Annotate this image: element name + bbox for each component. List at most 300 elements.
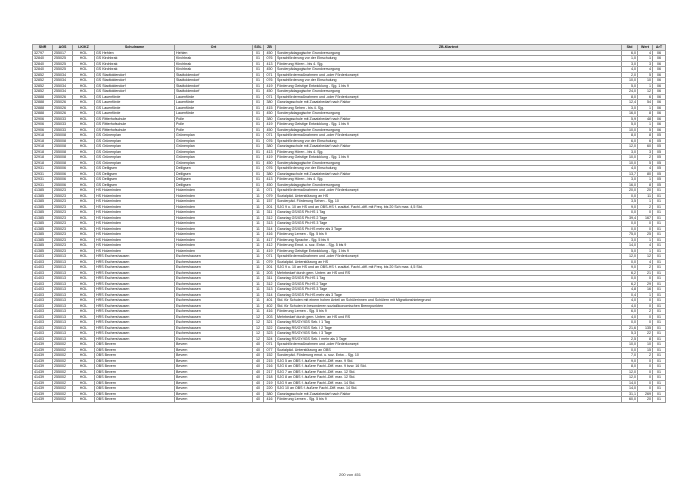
table-cell: 06 xyxy=(653,122,666,128)
table-cell: 01 xyxy=(653,210,666,216)
table-cell: HOL xyxy=(73,111,95,117)
table-cell: Bevern xyxy=(175,375,253,381)
table-cell: 01 xyxy=(653,292,666,298)
table-cell: 01 xyxy=(653,221,666,227)
table-cell: 20 xyxy=(638,397,653,403)
table-cell: 12,0 xyxy=(622,254,638,260)
table-cell: 13,7 xyxy=(622,171,638,177)
table-cell: 10,0 xyxy=(622,127,638,133)
table-cell: 4 xyxy=(638,259,653,265)
table-cell: 0 xyxy=(638,375,653,381)
table-cell: Bevern xyxy=(175,347,253,353)
table-cell: 8,0 xyxy=(622,133,638,139)
table-cell: 6 xyxy=(638,94,653,100)
table-cell: Förderung Hören - bis 4. Sjg. xyxy=(276,149,622,155)
table-cell: 4,0 xyxy=(622,166,638,172)
table-cell: 01 xyxy=(253,89,264,95)
column-header: ZB xyxy=(264,45,276,51)
table-cell: 4,0 xyxy=(622,298,638,304)
table-cell: 269 xyxy=(638,391,653,397)
table-cell: HOL xyxy=(73,100,95,106)
table-cell: 01 xyxy=(253,155,264,161)
table-cell: 05 xyxy=(653,171,666,177)
table-cell: Ganztag GS/IGS Pb.HS 2 Tage xyxy=(276,215,622,221)
table-cell: 41403 xyxy=(33,314,53,320)
table-cell: 10,0 xyxy=(622,78,638,84)
table-cell: 255013 xyxy=(53,265,73,271)
table-cell: Sonderpädagogische Grundversorgung xyxy=(276,89,622,95)
table-cell: HOL xyxy=(73,325,95,331)
table-cell: 41385 xyxy=(33,215,53,221)
table-cell: 41403 xyxy=(33,259,53,265)
table-cell: SJG 9 u. 10 an HS und an OBS-HS f. zusätzl. Fachl.-diff. mit Freq. bis 20 Sch max. 4,5 Std. xyxy=(276,265,622,271)
table-cell: 255034 xyxy=(53,83,73,89)
table-cell: GS Lauenförde xyxy=(95,105,175,111)
table-cell: Sprachförderung vor der Einschulung xyxy=(276,138,622,144)
table-cell: 5,0 xyxy=(622,83,638,89)
table-cell: 2,0 xyxy=(622,72,638,78)
table-cell: 3,0 xyxy=(622,105,638,111)
table-cell: 3,0 xyxy=(622,237,638,243)
column-header: LK/KZ xyxy=(73,45,95,51)
table-cell: GS Grünenplan xyxy=(95,144,175,150)
table-cell: Stadtoldendorf xyxy=(175,83,253,89)
table-cell: GS Ritterhofschule xyxy=(95,116,175,122)
table-cell: Sprachfördermaßnahmen und -oder Förderkonzept xyxy=(276,133,622,139)
table-cell: 255013 xyxy=(53,320,73,326)
table-cell: Ganztag RS/GY/IGS Sek. I 1 Tag xyxy=(276,320,622,326)
table-cell: Grünenplan xyxy=(175,149,253,155)
table-cell: Polle xyxy=(175,122,253,128)
table-cell: 48 xyxy=(638,116,653,122)
table-cell: Delligsen xyxy=(175,177,253,183)
table-cell: 255013 xyxy=(53,292,73,298)
table-cell: Lauenförde xyxy=(175,111,253,117)
table-cell: Holzminden xyxy=(175,199,253,205)
table-cell: 255023 xyxy=(53,226,73,232)
table-cell: 255023 xyxy=(53,199,73,205)
table-cell: Delligsen xyxy=(175,166,253,172)
table-cell: 12,4 xyxy=(622,100,638,106)
table-cell: 152 xyxy=(264,353,276,359)
table-cell: 01 xyxy=(253,78,264,84)
table-cell: 255013 xyxy=(53,336,73,342)
table-cell: 41385 xyxy=(33,210,53,216)
table-cell: Polle xyxy=(175,127,253,133)
table-cell: 01 xyxy=(253,149,264,155)
table-cell: 3,0 xyxy=(622,61,638,67)
table-cell: 32918 xyxy=(33,160,53,166)
table-cell: Sprachfördermaßnahmen und -oder Förderkonzept xyxy=(276,188,622,194)
table-cell: 380 xyxy=(264,171,276,177)
table-cell: 5 xyxy=(638,160,653,166)
table-cell: 217 xyxy=(264,369,276,375)
table-cell: 215 xyxy=(264,358,276,364)
table-cell: HS Holzminden xyxy=(95,248,175,254)
table-cell: SJG 9 u. 10 an HS und an OBS-HS f. zusätzl. Fachl.-diff. mit Freq. bis 20 Sch max. 4,5 Std. xyxy=(276,204,622,210)
table-cell: 41385 xyxy=(33,237,53,243)
table-cell: HOL xyxy=(73,116,95,122)
table-cell: 11 xyxy=(253,232,264,238)
table-cell: Std. für Schulen mit einem hohen Anteil an Schülerinnen und Schülern mit Migrationshintergrund xyxy=(276,298,622,304)
table-cell: OBS Bevern xyxy=(95,391,175,397)
table-cell: GS Ritterhofschule xyxy=(95,127,175,133)
table-cell: 40 xyxy=(253,391,264,397)
table-cell: 12 xyxy=(253,331,264,337)
table-cell: 06 xyxy=(653,72,666,78)
table-cell: Ganztag GS/IGS Pb.HS 3 Tage xyxy=(276,221,622,227)
table-cell: 54 xyxy=(638,100,653,106)
table-cell: 12,0 xyxy=(622,144,638,150)
table-cell: Eschershausen xyxy=(175,325,253,331)
table-cell: 01 xyxy=(253,144,264,150)
table-cell: 01 xyxy=(253,177,264,183)
table-cell: Eschershausen xyxy=(175,254,253,260)
table-cell: 41439 xyxy=(33,397,53,403)
table-cell: 01 xyxy=(253,166,264,172)
table-cell: 071 xyxy=(264,133,276,139)
table-cell: 41385 xyxy=(33,204,53,210)
table-cell: 41385 xyxy=(33,243,53,249)
table-cell: 41439 xyxy=(33,347,53,353)
table-cell: 40 xyxy=(253,347,264,353)
table-cell: 11 xyxy=(253,188,264,194)
table-cell: 220 xyxy=(264,386,276,392)
table-cell: 5,9 xyxy=(622,116,638,122)
table-cell: Bevern xyxy=(175,369,253,375)
table-cell: HOL xyxy=(73,105,95,111)
table-cell: HOL xyxy=(73,193,95,199)
table-cell: 380 xyxy=(264,391,276,397)
table-cell: 0 xyxy=(638,369,653,375)
table-cell: Eschershausen xyxy=(175,281,253,287)
table-cell: Lauenförde xyxy=(175,94,253,100)
table-cell: Eschershausen xyxy=(175,270,253,276)
table-cell: HRS Eschershausen xyxy=(95,320,175,326)
table-cell: Bevern xyxy=(175,391,253,397)
table-cell: Ganztag GS/IGS Pb.HS 2 Tage xyxy=(276,281,622,287)
table-cell: 419 xyxy=(264,155,276,161)
table-cell: SJG 7 an OBS f. äußere Fachl.-Diff. max. 12 Std. xyxy=(276,369,622,375)
table-cell: HOL xyxy=(73,160,95,166)
table-cell: Förderung Hören - bis 4. Sjg. xyxy=(276,177,622,183)
table-cell: 01 xyxy=(253,127,264,133)
table-cell: Sprachfördermaßnahmen und -oder Förderkonzept xyxy=(276,342,622,348)
table-cell: 0 xyxy=(638,210,653,216)
table-cell: 11 xyxy=(638,193,653,199)
table-cell: 255008 xyxy=(53,149,73,155)
table-cell: 01 xyxy=(653,199,666,205)
table-cell: 32931 xyxy=(33,182,53,188)
table-cell: 05 xyxy=(653,177,666,183)
table-cell: 312 xyxy=(264,215,276,221)
table-cell: HRS Eschershausen xyxy=(95,292,175,298)
table-cell: SJG 10 an OBS f. äußere Fachl.-Diff. max. 14 Std. xyxy=(276,386,622,392)
table-cell: 32852 xyxy=(33,78,53,84)
table-cell: OBS Bevern xyxy=(95,369,175,375)
table-cell: 6 xyxy=(638,138,653,144)
table-cell: Delligsen xyxy=(175,182,253,188)
table-cell: HOL xyxy=(73,259,95,265)
table-cell: 2,5 xyxy=(622,336,638,342)
table-cell: 12 xyxy=(638,89,653,95)
table-cell: Kirchbrak xyxy=(175,67,253,73)
table-cell: Bevern xyxy=(175,342,253,348)
table-cell: 416 xyxy=(264,397,276,403)
table-cell: 255002 xyxy=(53,353,73,359)
table-cell: 450 xyxy=(264,111,276,117)
table-cell: Bevern xyxy=(175,364,253,370)
table-cell: Holzminden xyxy=(175,193,253,199)
table-cell: 255025 xyxy=(53,61,73,67)
table-cell: 6,2 xyxy=(622,281,638,287)
table-cell: HS Holzminden xyxy=(95,199,175,205)
table-cell: 14,0 xyxy=(622,243,638,249)
table-cell: HRS Eschershausen xyxy=(95,270,175,276)
table-cell: 402 xyxy=(264,303,276,309)
table-cell: 01 xyxy=(653,248,666,254)
table-cell: 3 xyxy=(638,149,653,155)
column-header: Std xyxy=(622,45,638,51)
table-cell: 450 xyxy=(264,160,276,166)
table-cell: 05 xyxy=(653,138,666,144)
table-cell: 255033 xyxy=(53,116,73,122)
table-cell: HOL xyxy=(73,177,95,183)
table-cell: HOL xyxy=(73,347,95,353)
table-cell: 41385 xyxy=(33,232,53,238)
table-cell: 01 xyxy=(653,259,666,265)
table-cell: 079 xyxy=(264,259,276,265)
table-cell: 11 xyxy=(253,259,264,265)
table-cell: 5,0 xyxy=(622,248,638,254)
table-cell: 32852 xyxy=(33,89,53,95)
table-cell: Stadtoldendorf xyxy=(175,78,253,84)
table-cell: 06 xyxy=(653,67,666,73)
table-cell: 201 xyxy=(264,204,276,210)
table-cell: 11 xyxy=(253,287,264,293)
table-cell: 314 xyxy=(264,292,276,298)
table-cell: 255002 xyxy=(53,364,73,370)
table-cell: 11 xyxy=(253,281,264,287)
table-cell: 255013 xyxy=(53,270,73,276)
allocation-table-container xyxy=(32,44,665,403)
table-cell: Holzminden xyxy=(175,215,253,221)
table-cell: 41403 xyxy=(33,287,53,293)
table-cell: 01 xyxy=(253,56,264,62)
table-cell: 4 xyxy=(638,166,653,172)
table-cell: 8 xyxy=(638,133,653,139)
table-cell: HOL xyxy=(73,138,95,144)
table-cell: 41439 xyxy=(33,364,53,370)
table-cell: 255013 xyxy=(53,254,73,260)
table-cell: HOL xyxy=(73,397,95,403)
table-cell: HS Holzminden xyxy=(95,204,175,210)
table-cell: Ganztag RS/GY/IGS Sek. I mehr als 3 Tage xyxy=(276,336,622,342)
table-cell: Förderung Geistige Entwicklung - Sjg. 1 bis 9 xyxy=(276,155,622,161)
table-cell: 0 xyxy=(638,358,653,364)
table-cell: 40 xyxy=(253,386,264,392)
table-cell: Eschershausen xyxy=(175,292,253,298)
table-cell: 01 xyxy=(653,325,666,331)
table-cell: Holzminden xyxy=(175,248,253,254)
table-cell: Grünenplan xyxy=(175,138,253,144)
table-cell: Bevern xyxy=(175,397,253,403)
table-cell: 16,0 xyxy=(622,182,638,188)
table-cell: 01 xyxy=(653,298,666,304)
table-cell: 4,0 xyxy=(622,67,638,73)
table-cell: SJG 9 an OBS f. äußere Fachl.-Diff. max. 14 Std. xyxy=(276,380,622,386)
table-cell: 255006 xyxy=(53,177,73,183)
table-cell: 255006 xyxy=(53,182,73,188)
table-cell: 076 xyxy=(264,138,276,144)
table-cell: 01 xyxy=(653,254,666,260)
table-cell: Ganztagsschule mit Zusatzbedarf nach Faktor xyxy=(276,116,622,122)
table-cell: 450 xyxy=(264,67,276,73)
table-cell: 255006 xyxy=(53,166,73,172)
table-cell: HOL xyxy=(73,122,95,128)
table-cell: Sonderpädagogische Grundversorgung xyxy=(276,67,622,73)
table-cell: Bevern xyxy=(175,353,253,359)
table-cell: GS Stadtoldendorf xyxy=(95,72,175,78)
table-cell: 1,0 xyxy=(622,56,638,62)
table-cell: GS Kirchbrak xyxy=(95,61,175,67)
table-cell: 06 xyxy=(653,111,666,117)
table-cell: 12 xyxy=(253,325,264,331)
table-cell: Förderung Geistige Entwicklung - Sjg. 1 bis 9 xyxy=(276,248,622,254)
table-cell: 41385 xyxy=(33,193,53,199)
table-cell: 11 xyxy=(253,226,264,232)
table-cell: GS Grünenplan xyxy=(95,160,175,166)
table-cell: 4,8 xyxy=(622,287,638,293)
table-cell: HOL xyxy=(73,144,95,150)
table-cell: HOL xyxy=(73,336,95,342)
table-cell: 40 xyxy=(253,342,264,348)
table-cell: 255034 xyxy=(53,72,73,78)
table-cell: GS Hehlen xyxy=(95,50,175,56)
table-cell: HS Holzminden xyxy=(95,226,175,232)
table-cell: 401 xyxy=(264,298,276,304)
table-cell: 419 xyxy=(264,122,276,128)
table-cell: 05 xyxy=(653,182,666,188)
table-cell: Ganztag GS/IGS Pb.HS mehr als 3 Tage xyxy=(276,226,622,232)
table-cell: Lauenförde xyxy=(175,105,253,111)
table-cell: 01 xyxy=(253,171,264,177)
table-cell: 1 xyxy=(638,248,653,254)
table-cell: HOL xyxy=(73,331,95,337)
table-cell: GS Lauenförde xyxy=(95,100,175,106)
table-cell: 324 xyxy=(264,336,276,342)
table-cell: 255023 xyxy=(53,188,73,194)
table-cell: 313 xyxy=(264,287,276,293)
table-cell: 01 xyxy=(653,364,666,370)
table-cell: Holzminden xyxy=(175,243,253,249)
table-cell: 255025 xyxy=(53,56,73,62)
column-header: AGS xyxy=(53,45,73,51)
table-cell: HRS Eschershausen xyxy=(95,281,175,287)
table-cell: HOL xyxy=(73,237,95,243)
table-cell: GS Grünenplan xyxy=(95,133,175,139)
table-cell: 3,5 xyxy=(622,199,638,205)
column-header: SNR xyxy=(33,45,53,51)
table-cell: 0,0 xyxy=(622,226,638,232)
table-cell: Sprachfördermaßnahmen und -oder Förderkonzept xyxy=(276,94,622,100)
table-cell: 0 xyxy=(638,298,653,304)
table-cell: SJG 8 an OBS f. äußere Fachl.-Diff. max. 12 Std. xyxy=(276,375,622,381)
table-cell: 255013 xyxy=(53,309,73,315)
table-cell: 05 xyxy=(653,149,666,155)
table-cell: HOL xyxy=(73,303,95,309)
table-cell: 135 xyxy=(638,325,653,331)
table-cell: 255008 xyxy=(53,160,73,166)
table-cell: 255026 xyxy=(53,100,73,106)
table-cell: OBS Bevern xyxy=(95,364,175,370)
column-header: Schulname xyxy=(95,45,175,51)
table-cell: 323 xyxy=(264,331,276,337)
table-cell: HS Holzminden xyxy=(95,232,175,238)
table-cell: 40 xyxy=(253,364,264,370)
table-cell: 5 xyxy=(638,72,653,78)
table-cell: 0 xyxy=(638,380,653,386)
table-cell: HOL xyxy=(73,56,95,62)
table-cell: HOL xyxy=(73,67,95,73)
table-cell: 450 xyxy=(264,127,276,133)
table-cell: 412 xyxy=(264,243,276,249)
table-cell: 06 xyxy=(653,116,666,122)
table-cell: OBS Bevern xyxy=(95,342,175,348)
table-cell: 16 xyxy=(638,287,653,293)
table-cell: HRS Eschershausen xyxy=(95,331,175,337)
table-cell: 01 xyxy=(253,105,264,111)
table-cell: 255023 xyxy=(53,237,73,243)
table-cell: 01 xyxy=(253,83,264,89)
table-cell: 071 xyxy=(264,72,276,78)
column-header: Ort xyxy=(175,45,253,51)
table-cell: 32840 xyxy=(33,67,53,73)
table-cell: 0 xyxy=(638,320,653,326)
table-cell: Sprachförderung vor der Einschulung xyxy=(276,166,622,172)
table-cell: 16,0 xyxy=(622,111,638,117)
table-cell: 0,0 xyxy=(622,221,638,227)
table-cell: 311 xyxy=(264,276,276,282)
table-cell: 076 xyxy=(264,78,276,84)
table-cell: 41385 xyxy=(33,248,53,254)
table-cell: HOL xyxy=(73,232,95,238)
table-cell: 2 xyxy=(638,155,653,161)
table-cell: 41439 xyxy=(33,391,53,397)
table-cell: 255002 xyxy=(53,347,73,353)
table-cell: Sprachfördermaßnahmen und -oder Förderkonzept xyxy=(276,254,622,260)
table-cell: 255023 xyxy=(53,193,73,199)
table-cell: HOL xyxy=(73,72,95,78)
table-cell: HOL xyxy=(73,166,95,172)
table-cell: 5 xyxy=(638,127,653,133)
table-cell: 41403 xyxy=(33,298,53,304)
table-cell: 255023 xyxy=(53,210,73,216)
table-cell: 255033 xyxy=(53,127,73,133)
table-cell: 2 xyxy=(638,309,653,315)
table-cell: 1 xyxy=(638,292,653,298)
table-cell: 32918 xyxy=(33,133,53,139)
table-cell: 380 xyxy=(264,116,276,122)
table-cell: 11 xyxy=(253,303,264,309)
table-cell: HOL xyxy=(73,83,95,89)
table-cell: HS Holzminden xyxy=(95,210,175,216)
table-cell: GS Lauenförde xyxy=(95,94,175,100)
table-cell: HS Holzminden xyxy=(95,243,175,249)
table-cell: 413 xyxy=(264,177,276,183)
table-cell: HOL xyxy=(73,127,95,133)
table-cell: 255026 xyxy=(53,105,73,111)
